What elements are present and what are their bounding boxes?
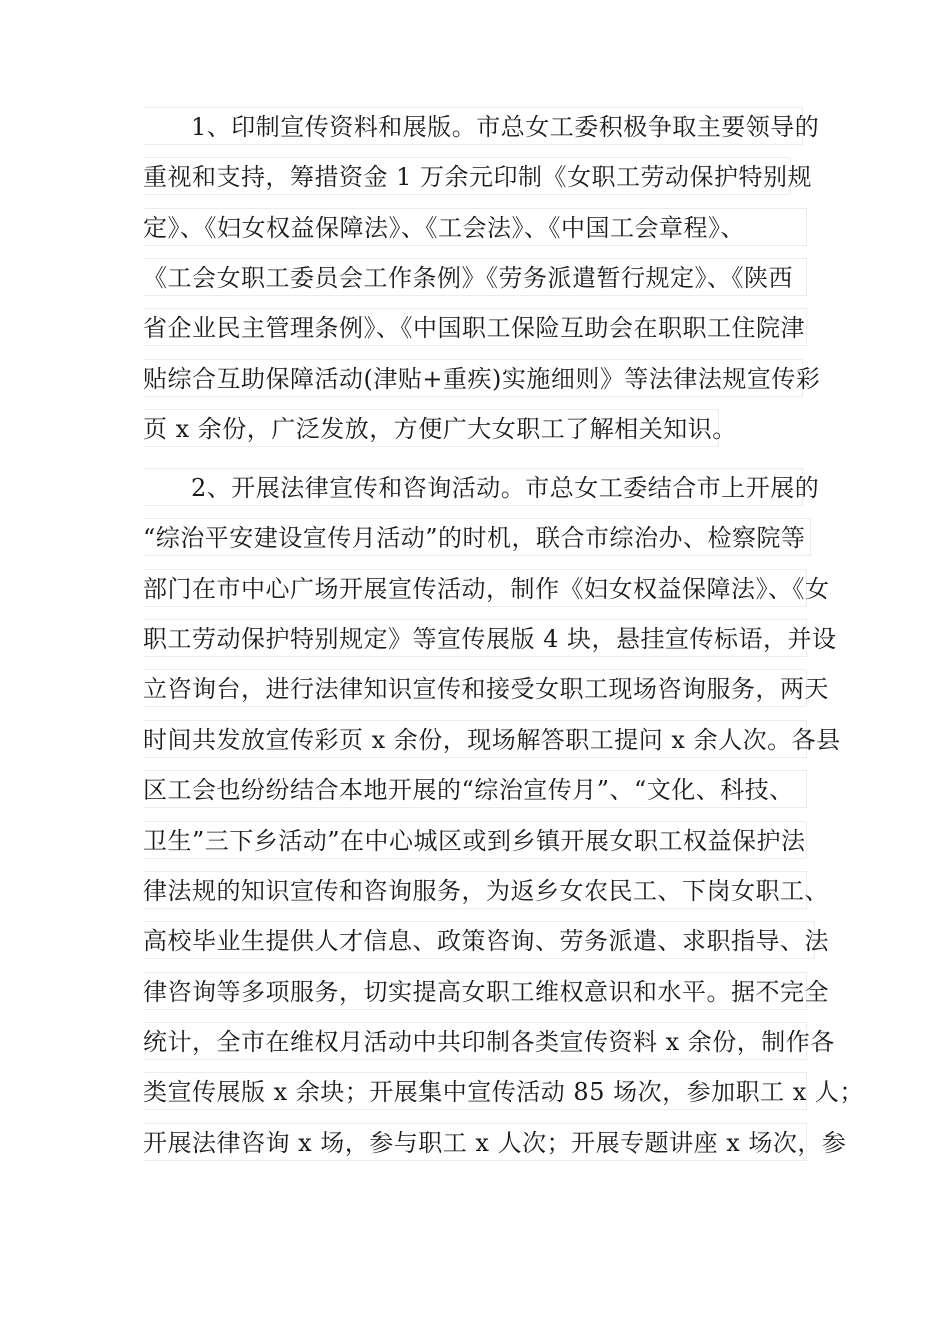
text-line: 职工劳动保护特别规定》等宣传展版 4 块，悬挂宣传标语，并设: [143, 619, 807, 657]
text-line: 律法规的知识宣传和咨询服务，为返乡女农民工、下岗女职工、: [143, 871, 807, 909]
text-line: 1、印制宣传资料和展版。市总女工委积极争取主要领导的: [143, 107, 803, 145]
text-line: 页 x 余份，广泛发放，方便广大女职工了解相关知识。: [143, 409, 719, 447]
text-line: 卫生”三下乡活动”在中心城区或到乡镇开展女职工权益保护法: [143, 821, 807, 859]
text-line: 高校毕业生提供人才信息、政策咨询、劳务派遣、求职指导、法: [143, 921, 815, 959]
text-line: 2、开展法律宣传和咨询活动。市总女工委结合市上开展的: [143, 468, 803, 506]
text-line: 时间共发放宣传彩页 x 余份，现场解答职工提问 x 余人次。各县: [143, 720, 807, 758]
text-line: “综治平安建设宣传月活动”的时机，联合市综治办、检察院等: [143, 518, 811, 556]
text-line: 区工会也纷纷结合本地开展的“综治宣传月”、“文化、科技、: [143, 770, 807, 808]
text-line: 律咨询等多项服务，切实提高女职工维权意识和水平。据不完全: [143, 972, 807, 1010]
text-line: 统计，全市在维权月活动中共印制各类宣传资料 x 余份，制作各: [143, 1022, 807, 1060]
text-line: 类宣传展版 x 余块；开展集中宣传活动 85 场次，参加职工 x 人；: [143, 1072, 807, 1110]
text-line: 部门在市中心广场开展宣传活动，制作《妇女权益保障法》、《女: [143, 569, 807, 607]
text-line: 定》、《妇女权益保障法》、《工会法》、《中国工会章程》、: [143, 208, 807, 246]
text-line: 《工会女职工委员会工作条例》《劳务派遣暂行规定》、《陕西: [143, 258, 807, 296]
text-line: 重视和支持，筹措资金 1 万余元印制《女职工劳动保护特别规: [143, 157, 791, 195]
text-line: 立咨询台，进行法律知识宣传和接受女职工现场咨询服务，两天: [143, 669, 807, 707]
text-line: 开展法律咨询 x 场，参与职工 x 人次；开展专题讲座 x 场次，参: [143, 1123, 807, 1161]
text-line: 贴综合互助保障活动(津贴+重疾)实施细则》等法律法规宣传彩: [143, 359, 803, 397]
text-line: 省企业民主管理条例》、《中国职工保险互助会在职职工住院津: [143, 308, 807, 346]
